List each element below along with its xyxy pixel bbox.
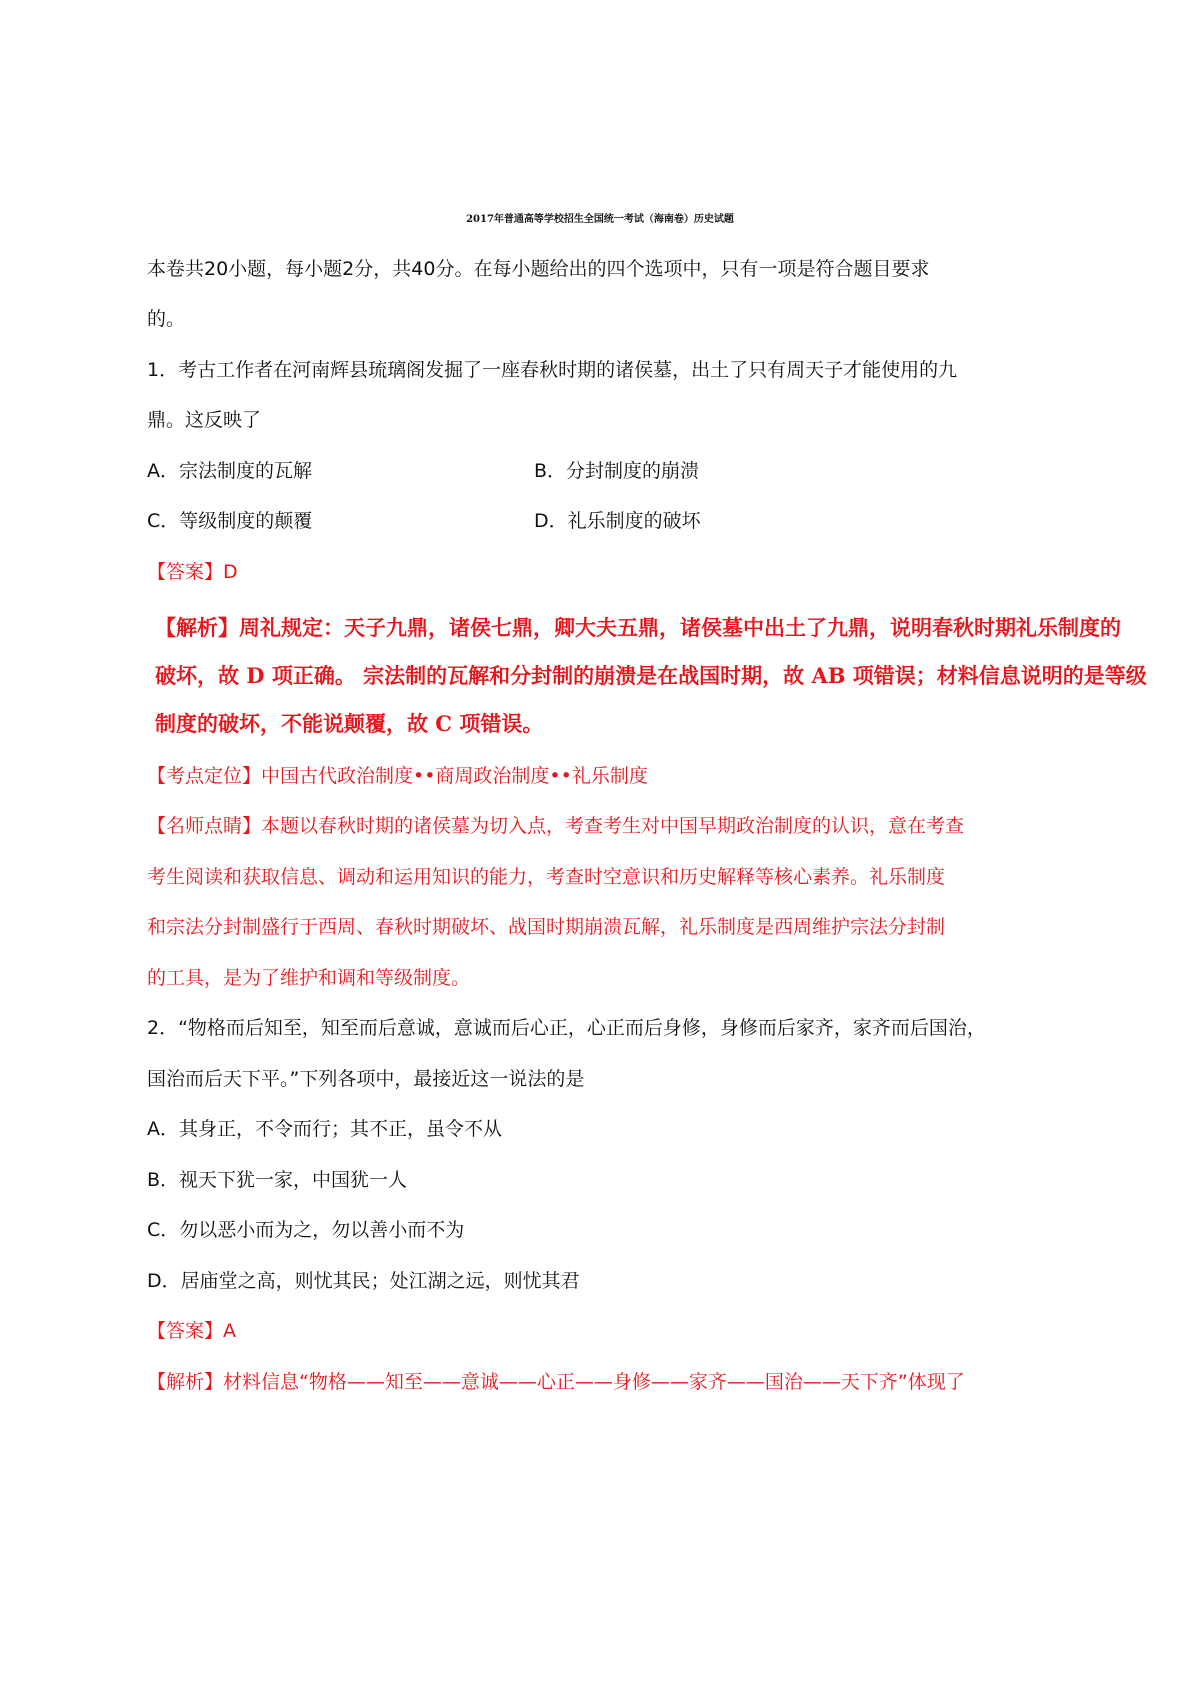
q1-mingshi-line-1: 【名师点睛】本题以春秋时期的诸侯墓为切入点，考查考生对中国早期政治制度的认识，意在考查 <box>147 815 965 837</box>
q1-mingshi-line-4: 的工具，是为了维护和调和等级制度。 <box>147 967 471 989</box>
q1-mingshi-line-3: 和宗法分封制盛行于西周、春秋时期破坏、战国时期崩溃瓦解，礼乐制度是西周维护宗法分封制 <box>147 916 946 938</box>
q1-kaodian <box>147 763 648 789</box>
q1-answer: 【答案】D <box>147 561 238 583</box>
q2-option-d: D．居庙堂之高，则忧其民；处江湖之远，则忧其君 <box>147 1270 580 1292</box>
q2-answer: 【答案】A <box>147 1320 236 1342</box>
q2-analysis-line-1: 【解析】材料信息“物格——知至——意诚——心正——身修——家齐——国治——天下齐”体现了 <box>147 1371 965 1393</box>
q1-stem-line-1: 1．考古工作者在河南辉县琉璃阁发掘了一座春秋时期的诸侯墓，出土了只有周天子才能使用的九 <box>147 359 958 381</box>
exam-title: 2017年普通高等学校招生全国统一考试（海南卷）历史试题 <box>466 214 734 225</box>
intro-line-1: 本卷共20小题，每小题2分，共40分。在每小题给出的四个选项中，只有一项是符合题目要求 <box>147 258 930 280</box>
q2-option-a: A．其身正，不令而行；其不正，虽令不从 <box>147 1118 502 1140</box>
q1-option-b: B．分封制度的崩溃 <box>534 460 700 482</box>
intro-line-2: 的。 <box>147 308 186 330</box>
q1-analysis-line-1: 【解析】周礼规定：天子九鼎，诸侯七鼎，卿大夫五鼎，诸侯墓中出土了九鼎，说明春秋时期礼乐制度的 <box>155 615 1121 640</box>
q2-stem-line-1: 2．“物格而后知至，知至而后意诚，意诚而后心正，心正而后身修，身修而后家齐，家齐而后国治， <box>147 1017 986 1039</box>
q1-option-a: A．宗法制度的瓦解 <box>147 460 312 482</box>
q2-stem-line-2: 国治而后天下平。”下列各项中，最接近这一说法的是 <box>147 1068 585 1090</box>
q1-option-d: D．礼乐制度的破坏 <box>534 510 701 532</box>
q1-mingshi-line-2: 考生阅读和获取信息、调动和运用知识的能力，考查时空意识和历史解释等核心素养。礼乐制度 <box>147 866 946 888</box>
q1-option-c: C．等级制度的颠覆 <box>147 510 313 532</box>
kaodian-text: 中国古代政治制度••商周政治制度••礼乐制度 <box>261 765 648 787</box>
q2-option-c: C．勿以恶小而为之，勿以善小而不为 <box>147 1219 465 1241</box>
kaodian-label: 【考点定位】 <box>147 765 262 787</box>
q2-option-b: B．视天下犹一家，中国犹一人 <box>147 1169 408 1191</box>
q1-analysis-line-2: 破坏，故 D 项正确。 宗法制的瓦解和分封制的崩溃是在战国时期，故 AB 项错误；材料信息说明的是等级 <box>155 663 1147 688</box>
q1-analysis-line-3: 制度的破坏，不能说颠覆，故 C 项错误。 <box>155 711 544 736</box>
q1-stem-line-2: 鼎。这反映了 <box>147 409 262 431</box>
